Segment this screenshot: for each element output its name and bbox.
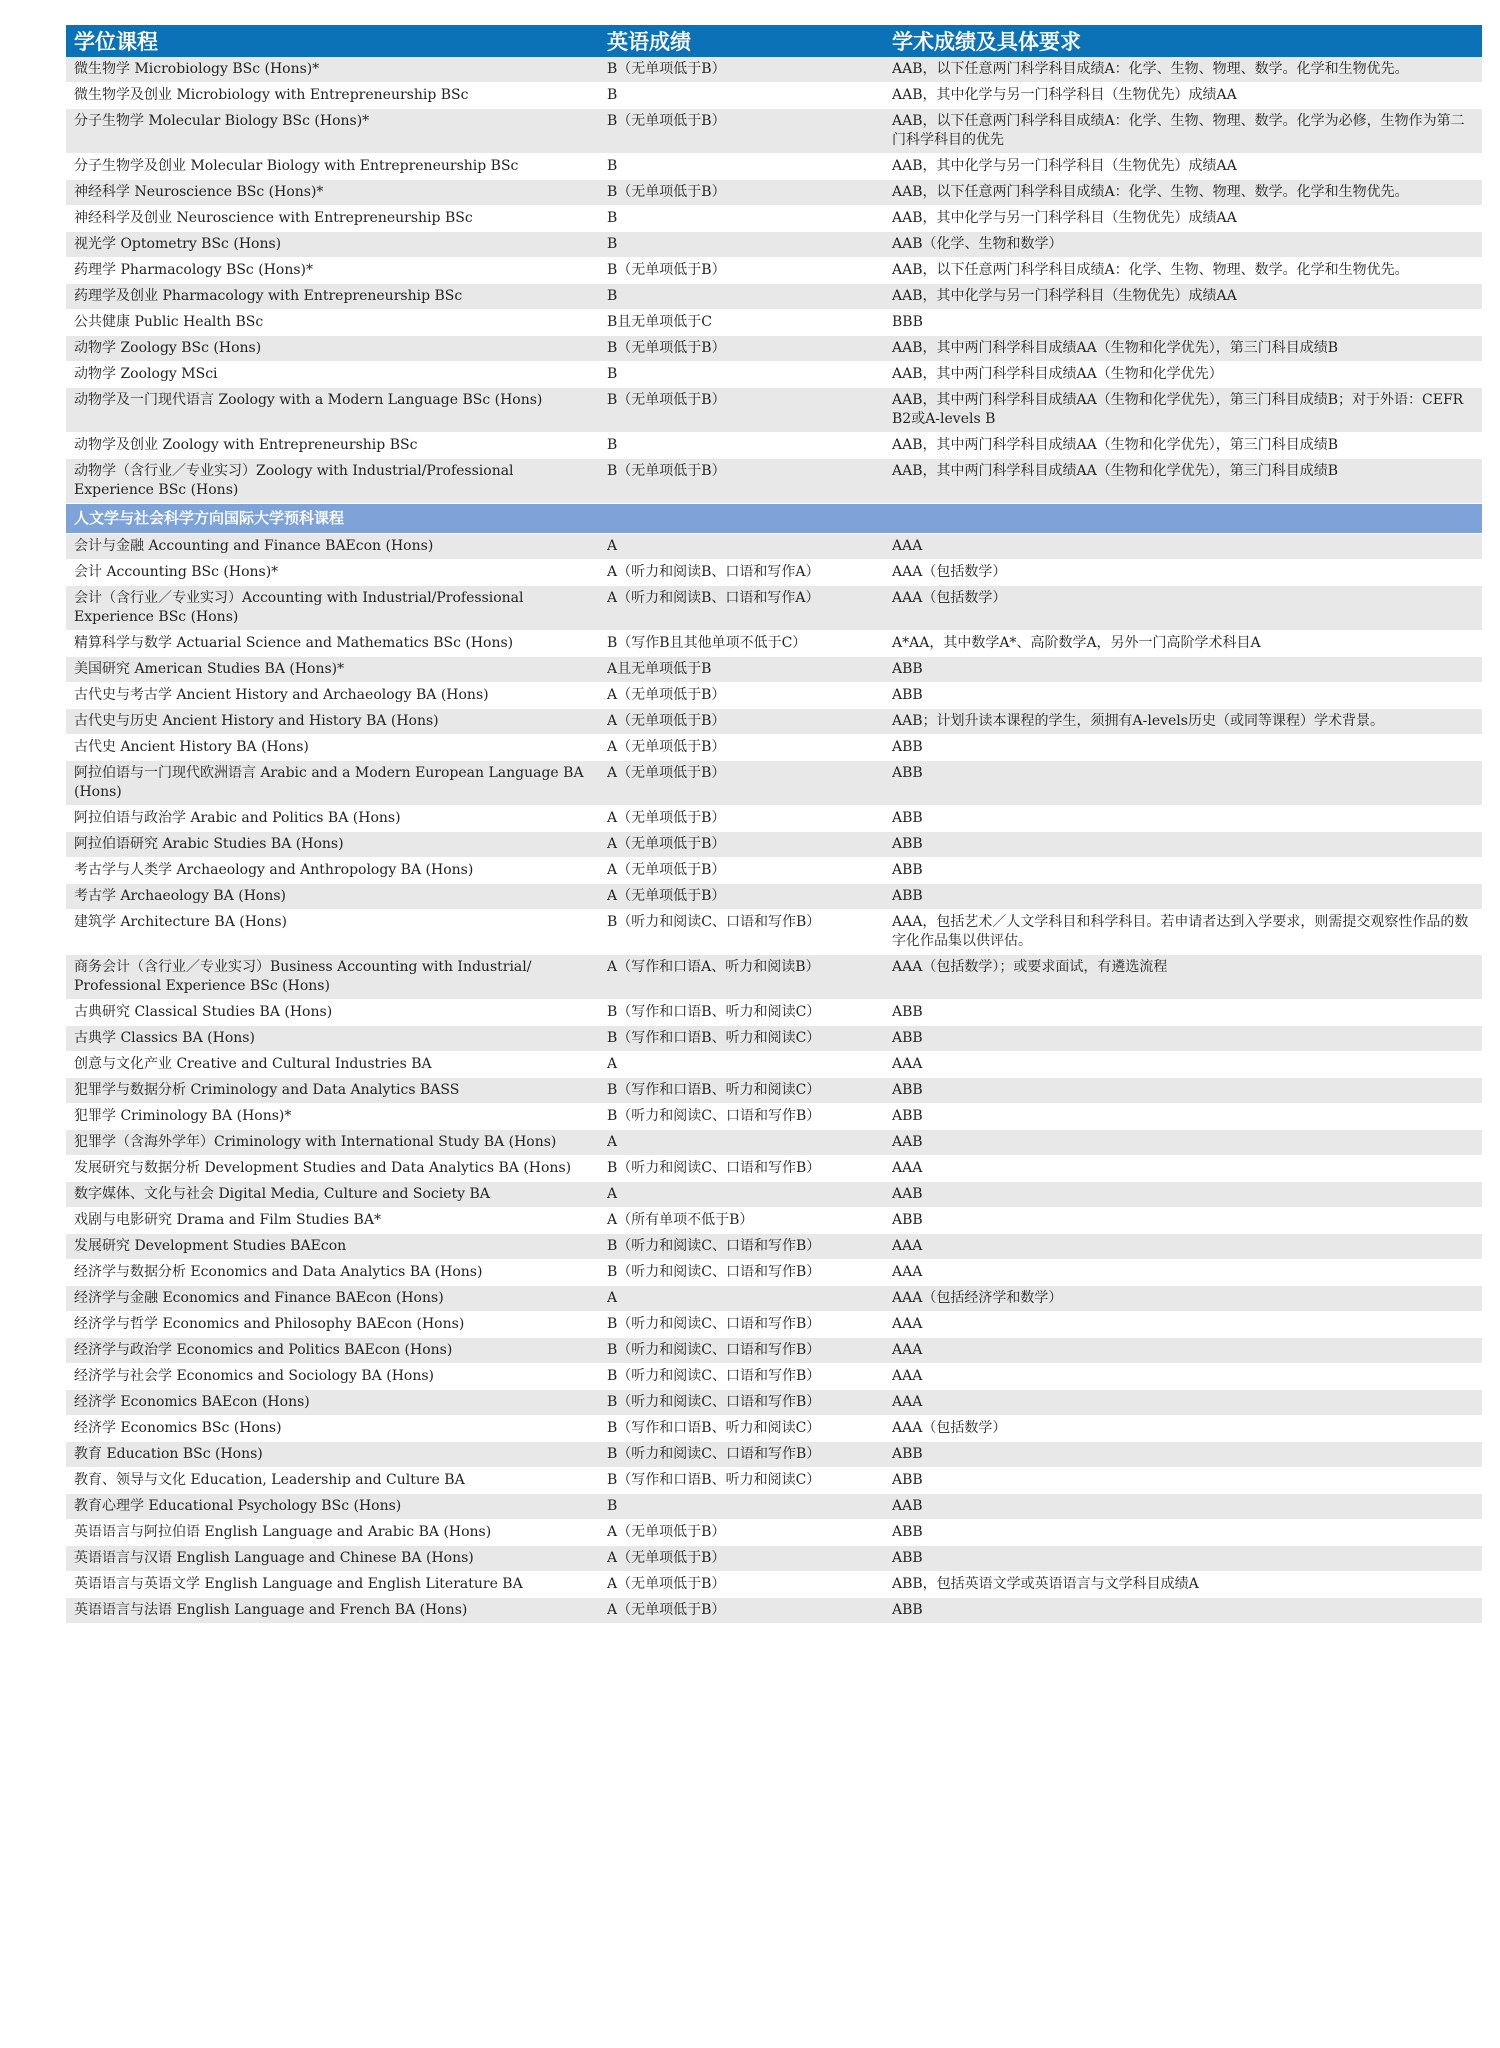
english-score-cell: B（听力和阅读C、口语和写作B） bbox=[599, 1338, 884, 1364]
table-row bbox=[66, 1130, 1482, 1156]
degree-course-cell: 美国研究 American Studies BA (Hons)* bbox=[66, 657, 599, 683]
academic-requirement-cell: AAA bbox=[884, 1312, 1482, 1338]
academic-requirement-cell: ABB bbox=[884, 683, 1482, 709]
degree-course-cell: 公共健康 Public Health BSc bbox=[66, 310, 599, 336]
academic-requirement-cell: AAB，其中两门科学科目成绩AA（生物和化学优先），第三门科目成绩B bbox=[884, 459, 1482, 504]
degree-course-cell: 古代史与考古学 Ancient History and Archaeology BA (Hons) bbox=[66, 683, 599, 709]
table-row bbox=[66, 884, 1482, 910]
degree-course-cell: 考古学与人类学 Archaeology and Anthropology BA (Hons) bbox=[66, 858, 599, 884]
table-header bbox=[66, 25, 1482, 57]
academic-requirement-cell: AAB bbox=[884, 1182, 1482, 1208]
academic-requirement-cell: AAA（包括数学） bbox=[884, 560, 1482, 586]
academic-requirement-cell: ABB，包括英语文学或英语语言与文学科目成绩A bbox=[884, 1572, 1482, 1598]
degree-course-cell: 阿拉伯语与一门现代欧洲语言 Arabic and a Modern European Language BA (Hons) bbox=[66, 761, 599, 806]
degree-course-cell: 动物学及一门现代语言 Zoology with a Modern Language BSc (Hons) bbox=[66, 388, 599, 433]
academic-requirement-cell: ABB bbox=[884, 1104, 1482, 1130]
table-row bbox=[66, 459, 1482, 504]
academic-requirement-cell: AAB，其中两门科学科目成绩AA（生物和化学优先），第三门科目成绩B bbox=[884, 433, 1482, 459]
academic-requirement-cell: AAA（包括经济学和数学） bbox=[884, 1286, 1482, 1312]
english-score-cell: B（写作和口语B、听力和阅读C） bbox=[599, 1078, 884, 1104]
degree-course-cell: 动物学 Zoology BSc (Hons) bbox=[66, 336, 599, 362]
degree-course-cell: 经济学与数据分析 Economics and Data Analytics BA (Hons) bbox=[66, 1260, 599, 1286]
header-academic-requirements: 学术成绩及具体要求 bbox=[884, 25, 1482, 57]
degree-course-cell: 经济学与金融 Economics and Finance BAEcon (Hons) bbox=[66, 1286, 599, 1312]
english-score-cell: B bbox=[599, 154, 884, 180]
table-row bbox=[66, 1494, 1482, 1520]
degree-course-cell: 微生物学 Microbiology BSc (Hons)* bbox=[66, 57, 599, 83]
academic-requirement-cell: AAB，以下任意两门科学科目成绩A：化学、生物、物理、数学。化学和生物优先。 bbox=[884, 180, 1482, 206]
table-row bbox=[66, 362, 1482, 388]
degree-course-cell: 数字媒体、文化与社会 Digital Media, Culture and Society BA bbox=[66, 1182, 599, 1208]
academic-requirement-cell: ABB bbox=[884, 1442, 1482, 1468]
table-row bbox=[66, 1390, 1482, 1416]
english-score-cell: A（无单项低于B） bbox=[599, 806, 884, 832]
english-score-cell: A（无单项低于B） bbox=[599, 683, 884, 709]
degree-course-cell: 分子生物学 Molecular Biology BSc (Hons)* bbox=[66, 109, 599, 154]
english-score-cell: A bbox=[599, 534, 884, 560]
table-row bbox=[66, 1416, 1482, 1442]
english-score-cell: A（无单项低于B） bbox=[599, 709, 884, 735]
table-row bbox=[66, 1520, 1482, 1546]
degree-course-cell: 视光学 Optometry BSc (Hons) bbox=[66, 232, 599, 258]
english-score-cell: A（无单项低于B） bbox=[599, 884, 884, 910]
degree-course-cell: 英语语言与英语文学 English Language and English Literature BA bbox=[66, 1572, 599, 1598]
academic-requirement-cell: ABB bbox=[884, 735, 1482, 761]
academic-requirement-cell: ABB bbox=[884, 1598, 1482, 1624]
table-row bbox=[66, 735, 1482, 761]
english-score-cell: A（无单项低于B） bbox=[599, 1572, 884, 1598]
english-score-cell: B（写作和口语B、听力和阅读C） bbox=[599, 1000, 884, 1026]
academic-requirement-cell: ABB bbox=[884, 1078, 1482, 1104]
academic-requirement-cell: BBB bbox=[884, 310, 1482, 336]
degree-course-cell: 犯罪学（含海外学年）Criminology with International Study BA (Hons) bbox=[66, 1130, 599, 1156]
degree-course-cell: 会计（含行业／专业实习）Accounting with Industrial/Professional Experience BSc (Hons) bbox=[66, 586, 599, 631]
table-row bbox=[66, 1572, 1482, 1598]
table-row bbox=[66, 806, 1482, 832]
table-row bbox=[66, 534, 1482, 560]
header-english-score: 英语成绩 bbox=[599, 25, 884, 57]
academic-requirement-cell: AAB（化学、生物和数学） bbox=[884, 232, 1482, 258]
english-score-cell: B bbox=[599, 83, 884, 109]
academic-requirement-cell: AAA bbox=[884, 1390, 1482, 1416]
english-score-cell: B（无单项低于B） bbox=[599, 258, 884, 284]
admission-requirements-table bbox=[66, 25, 1482, 1624]
academic-requirement-cell: ABB bbox=[884, 806, 1482, 832]
table-row bbox=[66, 109, 1482, 154]
academic-requirement-cell: AAA bbox=[884, 1156, 1482, 1182]
table-row bbox=[66, 1546, 1482, 1572]
english-score-cell: B（无单项低于B） bbox=[599, 336, 884, 362]
table-row bbox=[66, 1052, 1482, 1078]
degree-course-cell: 经济学 Economics BAEcon (Hons) bbox=[66, 1390, 599, 1416]
table-row bbox=[66, 761, 1482, 806]
academic-requirement-cell: AAB，其中化学与另一门科学科目（生物优先）成绩AA bbox=[884, 284, 1482, 310]
english-score-cell: A bbox=[599, 1286, 884, 1312]
english-score-cell: A（听力和阅读B、口语和写作A） bbox=[599, 586, 884, 631]
degree-course-cell: 精算科学与数学 Actuarial Science and Mathematics BSc (Hons) bbox=[66, 631, 599, 657]
table-row bbox=[66, 1364, 1482, 1390]
table-row bbox=[66, 180, 1482, 206]
academic-requirement-cell: AAB，其中两门科学科目成绩AA（生物和化学优先），第三门科目成绩B bbox=[884, 336, 1482, 362]
table-body bbox=[66, 57, 1482, 1624]
table-row bbox=[66, 433, 1482, 459]
table-row bbox=[66, 1182, 1482, 1208]
academic-requirement-cell: AAB，以下任意两门科学科目成绩A：化学、生物、物理、数学。化学和生物优先。 bbox=[884, 57, 1482, 83]
table-row bbox=[66, 1312, 1482, 1338]
english-score-cell: B bbox=[599, 362, 884, 388]
header-degree-course: 学位课程 bbox=[66, 25, 599, 57]
english-score-cell: A bbox=[599, 1182, 884, 1208]
english-score-cell: B（写作和口语B、听力和阅读C） bbox=[599, 1468, 884, 1494]
academic-requirement-cell: AAB bbox=[884, 1130, 1482, 1156]
academic-requirement-cell: ABB bbox=[884, 1546, 1482, 1572]
academic-requirement-cell: AAA，包括艺术／人文学科目和科学科目。若申请者达到入学要求，则需提交观察性作品的数字化作品集以供评估。 bbox=[884, 910, 1482, 955]
english-score-cell: B bbox=[599, 1494, 884, 1520]
english-score-cell: A（听力和阅读B、口语和写作A） bbox=[599, 560, 884, 586]
table-row bbox=[66, 1468, 1482, 1494]
english-score-cell: B（听力和阅读C、口语和写作B） bbox=[599, 1312, 884, 1338]
academic-requirement-cell: AAB bbox=[884, 1494, 1482, 1520]
table-row bbox=[66, 1338, 1482, 1364]
table-row bbox=[66, 310, 1482, 336]
english-score-cell: B（无单项低于B） bbox=[599, 57, 884, 83]
english-score-cell: A（无单项低于B） bbox=[599, 1546, 884, 1572]
english-score-cell: B bbox=[599, 433, 884, 459]
academic-requirement-cell: ABB bbox=[884, 657, 1482, 683]
academic-requirement-cell: ABB bbox=[884, 1520, 1482, 1546]
english-score-cell: A（无单项低于B） bbox=[599, 761, 884, 806]
academic-requirement-cell: ABB bbox=[884, 1000, 1482, 1026]
degree-course-cell: 犯罪学 Criminology BA (Hons)* bbox=[66, 1104, 599, 1130]
table-row bbox=[66, 631, 1482, 657]
english-score-cell: B bbox=[599, 232, 884, 258]
table-row bbox=[66, 586, 1482, 631]
english-score-cell: B（听力和阅读C、口语和写作B） bbox=[599, 1442, 884, 1468]
academic-requirement-cell: AAA（包括数学） bbox=[884, 1416, 1482, 1442]
english-score-cell: A（无单项低于B） bbox=[599, 1598, 884, 1624]
degree-course-cell: 发展研究与数据分析 Development Studies and Data Analytics BA (Hons) bbox=[66, 1156, 599, 1182]
table-row bbox=[66, 1286, 1482, 1312]
academic-requirement-cell: ABB bbox=[884, 1026, 1482, 1052]
english-score-cell: B（无单项低于B） bbox=[599, 459, 884, 504]
academic-requirement-cell: AAB，以下任意两门科学科目成绩A：化学、生物、物理、数学。化学和生物优先。 bbox=[884, 258, 1482, 284]
academic-requirement-cell: ABB bbox=[884, 1468, 1482, 1494]
table-row bbox=[66, 1208, 1482, 1234]
degree-course-cell: 动物学及创业 Zoology with Entrepreneurship BSc bbox=[66, 433, 599, 459]
english-score-cell: A（无单项低于B） bbox=[599, 858, 884, 884]
english-score-cell: B（听力和阅读C、口语和写作B） bbox=[599, 910, 884, 955]
degree-course-cell: 商务会计（含行业／专业实习）Business Accounting with Industrial/ Professional Experience BSc (Hons) bbox=[66, 955, 599, 1000]
section-header-row bbox=[66, 504, 1482, 534]
academic-requirement-cell: AAA（包括数学） bbox=[884, 586, 1482, 631]
table-row bbox=[66, 1260, 1482, 1286]
english-score-cell: A bbox=[599, 1052, 884, 1078]
academic-requirement-cell: AAB，其中化学与另一门科学科目（生物优先）成绩AA bbox=[884, 154, 1482, 180]
table-row bbox=[66, 955, 1482, 1000]
degree-course-cell: 发展研究 Development Studies BAEcon bbox=[66, 1234, 599, 1260]
section-title: 人文学与社会科学方向国际大学预科课程 bbox=[66, 504, 1482, 534]
academic-requirement-cell: ABB bbox=[884, 832, 1482, 858]
academic-requirement-cell: AAA bbox=[884, 1338, 1482, 1364]
degree-course-cell: 经济学 Economics BSc (Hons) bbox=[66, 1416, 599, 1442]
academic-requirement-cell: AAB，以下任意两门科学科目成绩A：化学、生物、物理、数学。化学为必修，生物作为第二门科学科目的优先 bbox=[884, 109, 1482, 154]
degree-course-cell: 英语语言与汉语 English Language and Chinese BA (Hons) bbox=[66, 1546, 599, 1572]
degree-course-cell: 会计与金融 Accounting and Finance BAEcon (Hons) bbox=[66, 534, 599, 560]
degree-course-cell: 戏剧与电影研究 Drama and Film Studies BA* bbox=[66, 1208, 599, 1234]
english-score-cell: A且无单项低于B bbox=[599, 657, 884, 683]
academic-requirement-cell: AAB；计划升读本课程的学生，须拥有A-levels历史（或同等课程）学术背景。 bbox=[884, 709, 1482, 735]
english-score-cell: B（写作和口语B、听力和阅读C） bbox=[599, 1026, 884, 1052]
table-row bbox=[66, 1104, 1482, 1130]
table-row bbox=[66, 1000, 1482, 1026]
table-row bbox=[66, 232, 1482, 258]
degree-course-cell: 创意与文化产业 Creative and Cultural Industries BA bbox=[66, 1052, 599, 1078]
academic-requirement-cell: A*AA，其中数学A*、高阶数学A，另外一门高阶学术科目A bbox=[884, 631, 1482, 657]
english-score-cell: B（写作和口语B、听力和阅读C） bbox=[599, 1416, 884, 1442]
academic-requirement-cell: AAA bbox=[884, 1260, 1482, 1286]
academic-requirement-cell: AAB，其中两门科学科目成绩AA（生物和化学优先） bbox=[884, 362, 1482, 388]
english-score-cell: A（无单项低于B） bbox=[599, 832, 884, 858]
degree-course-cell: 教育心理学 Educational Psychology BSc (Hons) bbox=[66, 1494, 599, 1520]
english-score-cell: A（写作和口语A、听力和阅读B） bbox=[599, 955, 884, 1000]
table-row bbox=[66, 336, 1482, 362]
degree-course-cell: 阿拉伯语研究 Arabic Studies BA (Hons) bbox=[66, 832, 599, 858]
degree-course-cell: 经济学与政治学 Economics and Politics BAEcon (Hons) bbox=[66, 1338, 599, 1364]
table-row bbox=[66, 1078, 1482, 1104]
degree-course-cell: 犯罪学与数据分析 Criminology and Data Analytics BASS bbox=[66, 1078, 599, 1104]
table-row bbox=[66, 284, 1482, 310]
academic-requirement-cell: AAA bbox=[884, 1364, 1482, 1390]
academic-requirement-cell: AAB，其中两门科学科目成绩AA（生物和化学优先），第三门科目成绩B；对于外语：CEFR B2或A-levels B bbox=[884, 388, 1482, 433]
degree-course-cell: 微生物学及创业 Microbiology with Entrepreneurship BSc bbox=[66, 83, 599, 109]
degree-course-cell: 分子生物学及创业 Molecular Biology with Entrepreneurship BSc bbox=[66, 154, 599, 180]
english-score-cell: B且无单项低于C bbox=[599, 310, 884, 336]
academic-requirement-cell: ABB bbox=[884, 1208, 1482, 1234]
degree-course-cell: 古代史与历史 Ancient History and History BA (Hons) bbox=[66, 709, 599, 735]
degree-course-cell: 神经科学及创业 Neuroscience with Entrepreneurship BSc bbox=[66, 206, 599, 232]
table-row bbox=[66, 1442, 1482, 1468]
degree-course-cell: 考古学 Archaeology BA (Hons) bbox=[66, 884, 599, 910]
degree-course-cell: 神经科学 Neuroscience BSc (Hons)* bbox=[66, 180, 599, 206]
english-score-cell: B（无单项低于B） bbox=[599, 109, 884, 154]
degree-course-cell: 古代史 Ancient History BA (Hons) bbox=[66, 735, 599, 761]
english-score-cell: B（听力和阅读C、口语和写作B） bbox=[599, 1156, 884, 1182]
degree-course-cell: 经济学与哲学 Economics and Philosophy BAEcon (Hons) bbox=[66, 1312, 599, 1338]
academic-requirement-cell: ABB bbox=[884, 884, 1482, 910]
degree-course-cell: 动物学（含行业／专业实习）Zoology with Industrial/Professional Experience BSc (Hons) bbox=[66, 459, 599, 504]
degree-course-cell: 药理学 Pharmacology BSc (Hons)* bbox=[66, 258, 599, 284]
english-score-cell: B（听力和阅读C、口语和写作B） bbox=[599, 1104, 884, 1130]
english-score-cell: A（所有单项不低于B） bbox=[599, 1208, 884, 1234]
english-score-cell: B bbox=[599, 206, 884, 232]
academic-requirement-cell: AAA bbox=[884, 1234, 1482, 1260]
academic-requirement-cell: AAA bbox=[884, 1052, 1482, 1078]
english-score-cell: B（写作B且其他单项不低于C） bbox=[599, 631, 884, 657]
english-score-cell: B bbox=[599, 284, 884, 310]
english-score-cell: B（听力和阅读C、口语和写作B） bbox=[599, 1390, 884, 1416]
table-row bbox=[66, 57, 1482, 83]
degree-course-cell: 阿拉伯语与政治学 Arabic and Politics BA (Hons) bbox=[66, 806, 599, 832]
table-row bbox=[66, 206, 1482, 232]
english-score-cell: A（无单项低于B） bbox=[599, 1520, 884, 1546]
degree-course-cell: 教育、领导与文化 Education, Leadership and Culture BA bbox=[66, 1468, 599, 1494]
english-score-cell: B（无单项低于B） bbox=[599, 388, 884, 433]
degree-course-cell: 建筑学 Architecture BA (Hons) bbox=[66, 910, 599, 955]
table-row bbox=[66, 1598, 1482, 1624]
degree-course-cell: 经济学与社会学 Economics and Sociology BA (Hons) bbox=[66, 1364, 599, 1390]
english-score-cell: B（听力和阅读C、口语和写作B） bbox=[599, 1364, 884, 1390]
english-score-cell: A（无单项低于B） bbox=[599, 735, 884, 761]
degree-course-cell: 古典研究 Classical Studies BA (Hons) bbox=[66, 1000, 599, 1026]
table-row bbox=[66, 832, 1482, 858]
english-score-cell: B（听力和阅读C、口语和写作B） bbox=[599, 1260, 884, 1286]
table-row bbox=[66, 560, 1482, 586]
degree-course-cell: 动物学 Zoology MSci bbox=[66, 362, 599, 388]
academic-requirement-cell: ABB bbox=[884, 761, 1482, 806]
degree-course-cell: 英语语言与法语 English Language and French BA (Hons) bbox=[66, 1598, 599, 1624]
table-row bbox=[66, 258, 1482, 284]
degree-course-cell: 英语语言与阿拉伯语 English Language and Arabic BA (Hons) bbox=[66, 1520, 599, 1546]
table-row bbox=[66, 388, 1482, 433]
table-row bbox=[66, 1026, 1482, 1052]
degree-course-cell: 古典学 Classics BA (Hons) bbox=[66, 1026, 599, 1052]
degree-course-cell: 会计 Accounting BSc (Hons)* bbox=[66, 560, 599, 586]
table-row bbox=[66, 910, 1482, 955]
academic-requirement-cell: AAA bbox=[884, 534, 1482, 560]
academic-requirement-cell: ABB bbox=[884, 858, 1482, 884]
table-row bbox=[66, 1234, 1482, 1260]
degree-course-cell: 教育 Education BSc (Hons) bbox=[66, 1442, 599, 1468]
table-row bbox=[66, 858, 1482, 884]
english-score-cell: A bbox=[599, 1130, 884, 1156]
table-row bbox=[66, 657, 1482, 683]
degree-course-cell: 药理学及创业 Pharmacology with Entrepreneurship BSc bbox=[66, 284, 599, 310]
table-row bbox=[66, 154, 1482, 180]
academic-requirement-cell: AAA（包括数学）；或要求面试，有遴选流程 bbox=[884, 955, 1482, 1000]
academic-requirement-cell: AAB，其中化学与另一门科学科目（生物优先）成绩AA bbox=[884, 206, 1482, 232]
english-score-cell: B（无单项低于B） bbox=[599, 180, 884, 206]
table-row bbox=[66, 683, 1482, 709]
table-row bbox=[66, 1156, 1482, 1182]
academic-requirement-cell: AAB，其中化学与另一门科学科目（生物优先）成绩AA bbox=[884, 83, 1482, 109]
table-row bbox=[66, 709, 1482, 735]
english-score-cell: B（听力和阅读C、口语和写作B） bbox=[599, 1234, 884, 1260]
table-row bbox=[66, 83, 1482, 109]
